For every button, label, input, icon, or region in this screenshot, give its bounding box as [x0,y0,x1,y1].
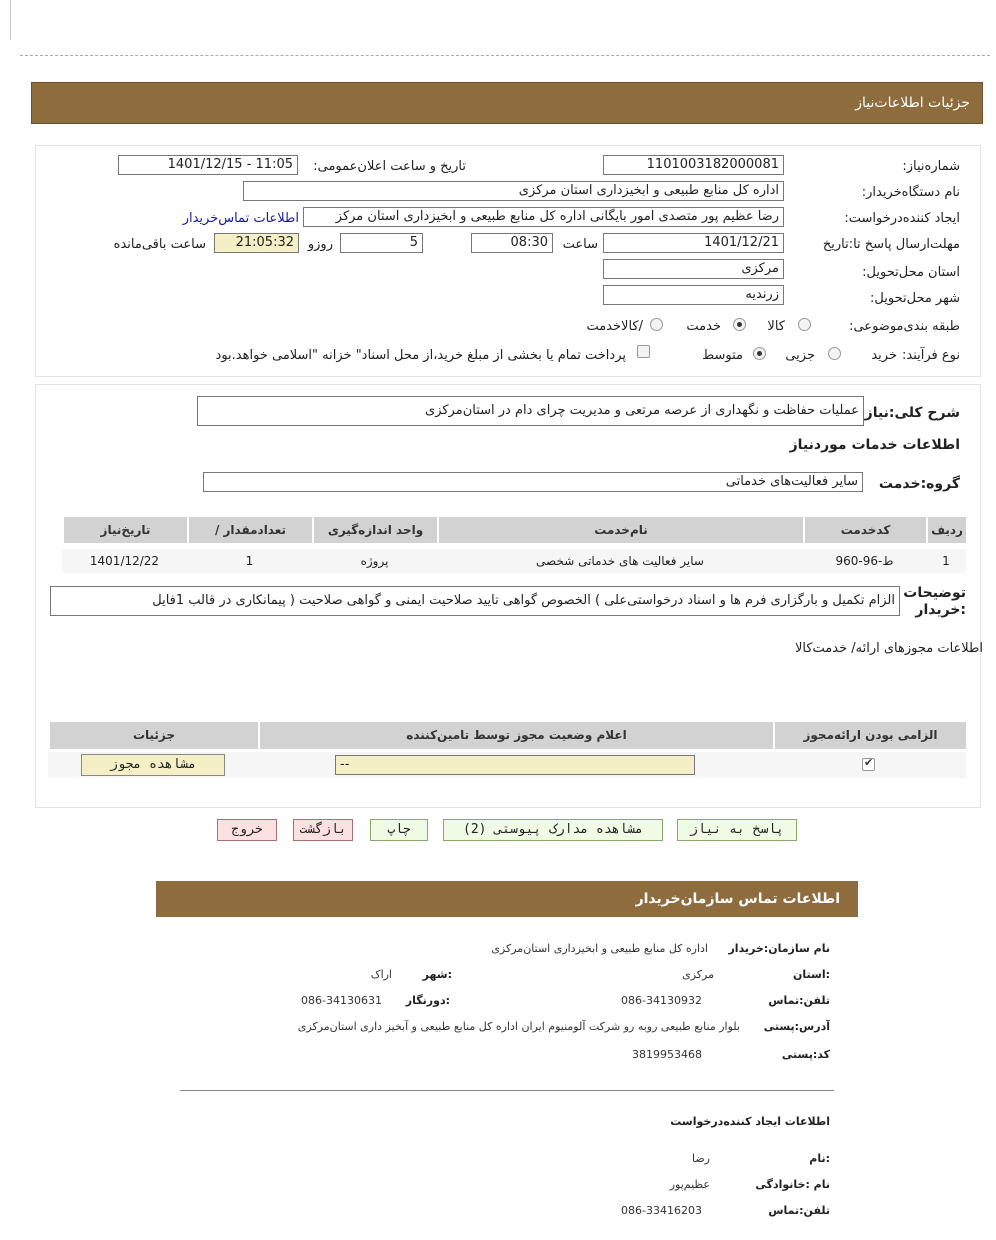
top-dashed-separator [20,55,990,56]
permit-col-status: اعلام وضعیت مجوز توسط تامین‌کننده [258,722,773,749]
buyer-notes-label: توضیحات [903,585,966,601]
need-number-label: شماره‌نیاز: [902,159,960,174]
announce-label: تاریخ و ساعت اعلان‌عمومی: [313,159,466,174]
contact-city-label: :شهر [422,968,452,981]
buyer-org-label: نام دستگاه‌خریدار: [861,185,960,200]
col-row-number: ردیف [926,517,966,543]
cell-unit: پروژه [360,554,389,568]
summary-field[interactable]: عملیات حفاظت و نگهداری از عرصه مرتعی و مدیریت چرای دام در استان‌مرکزی [197,396,864,426]
buyer-org-field[interactable]: اداره کل منابع طبیعی و ابخیزداری استان مرکزی [243,181,784,201]
permit-status-field[interactable]: -- [335,755,695,775]
deadline-time-field[interactable]: 08:30 [471,233,553,253]
buyer-notes-label-2: :خریدار [915,602,966,618]
creator-field[interactable]: رضا عظیم پور متصدی امور بایگانی اداره کل منابع طبیعی و ابخیزداری استان مرکز [303,207,784,227]
remaining-time-field: 21:05:32 [214,233,299,253]
creator-label: ایجاد کننده‌درخواست: [844,211,960,226]
need-info-panel [35,145,981,377]
cell-service-code: ط-96-960 [835,554,894,568]
contact-phone-value: 086-34130932 [621,994,702,1007]
contact-province-label: :استان [793,968,830,981]
col-service-name: نام‌خدمت [437,517,803,543]
services-table [62,517,966,577]
deadline-time-label: ساعت [562,237,598,252]
contact-divider [180,1090,834,1091]
address-value: بلوار منابع طبیعی روبه رو شرکت آلومنیوم ایران اداره کل منابع طبیعی و آبخیز داری استان‌مرکزی [297,1020,740,1033]
creator-family-label: نام :خانوادگی [755,1178,830,1191]
contact-header-title: اطلاعات تماس سازمان‌خریدار [635,891,840,907]
radio-service-label: خدمت [686,319,721,334]
permit-col-required: الزامی بودن ارائه‌مجوز [773,722,966,749]
process-label: نوع فرآیند: [902,348,960,363]
fax-value: 086-34130631 [301,994,382,1007]
exit-button[interactable]: خروج [217,819,277,841]
treasury-payment-checkbox[interactable] [637,345,650,358]
permit-col-details: جزئیات [48,722,258,749]
creator-phone-label: تلفن:تماس [768,1204,830,1217]
print-button[interactable]: چاپ [370,819,428,841]
radio-goods-service[interactable] [650,318,663,331]
cell-quantity: 1 [245,554,254,568]
table-row [62,549,966,573]
creator-family-value: عظیم‌پور [669,1178,710,1191]
deadline-label: مهلت‌ارسال پاسخ تا:تاریخ [822,237,960,252]
reply-button[interactable]: پاسخ به نیاز [677,819,797,841]
announce-field[interactable]: 1401/12/15 - 11:05 [118,155,298,175]
deadline-date-field[interactable]: 1401/12/21 [603,233,784,253]
province-label: استان محل‌تحویل: [862,265,960,280]
payment-note: پرداخت تمام یا بخشی از مبلغ خرید،از محل اسناد" خزانه "اسلامی خواهد.بود [215,348,626,363]
creator-name-value: رضا [691,1152,710,1165]
org-label: نام سازمان:خریدار [728,942,830,955]
check-icon: ✔ [864,756,874,769]
province-field[interactable]: مرکزی [603,259,784,279]
contact-header-bar [156,881,858,917]
buyer-contact-link[interactable]: اطلاعات تماس‌خریدار [182,211,299,226]
creator-info-title: اطلاعات ایجاد کننده‌درخواست [670,1115,830,1128]
cell-need-date: 1401/12/22 [89,554,160,568]
radio-goods[interactable] [798,318,811,331]
attachments-button[interactable]: مشاهده مدارک پیوستی (2) [443,819,663,841]
permit-required-checkbox[interactable] [862,758,875,771]
radio-service[interactable] [733,318,746,331]
org-value: اداره کل منابع طبیعی و ابخیزداری استان‌مرکزی [491,942,708,955]
days-field[interactable]: 5 [340,233,423,253]
col-need-date: تاریخ‌نیاز [62,517,187,543]
permits-title: اطلاعات مجوزهای ارائه/ خدمت‌کالا [794,641,983,656]
need-number-field[interactable]: 1101003182000081 [603,155,784,175]
postal-label: کد:پستی [781,1048,830,1061]
fax-label: :دورنگار [405,994,450,1007]
col-unit: واحد اندازه‌گیری [312,517,437,543]
address-label: آدرس:پستی [763,1020,830,1033]
process-buy-label: خرید [871,348,897,363]
back-button[interactable]: بازگشت [293,819,353,841]
city-field[interactable]: زرندیه [603,285,784,305]
summary-label: شرح کلی:نیاز [864,405,960,421]
radio-partial-label: جزیی [785,348,815,363]
radio-medium-label: متوسط [702,348,743,363]
category-label: طبقه بندی‌موضوعی: [849,319,960,334]
days-label: روزو [307,237,333,252]
contact-province-value: مرکزی [682,968,714,981]
creator-name-label: :نام [809,1152,830,1165]
col-quantity: / تعدادمقدار [187,517,312,543]
creator-phone-value: 086-33416203 [621,1204,702,1217]
cell-service-name: سایر فعالیت های خدماتی شخصی [536,554,704,568]
col-service-code: کدخدمت [803,517,926,543]
radio-medium[interactable] [753,347,766,360]
permits-table [48,722,966,778]
radio-partial[interactable] [828,347,841,360]
header-bar [31,82,983,124]
services-title: اطلاعات خدمات موردنیاز [789,437,960,453]
buyer-notes-field[interactable]: الزام تکمیل و بارگزاری فرم ها و اسناد درخواستی‌علی ) الخصوص گواهی تایید صلاحیت ایمنی و گواهی صلاحیت ( پیمانکاری در قالب 1فایل [50,586,900,616]
cell-row-number: 1 [942,554,950,568]
postal-value: 3819953468 [632,1048,702,1061]
group-field[interactable]: سایر فعالیت‌های خدماتی [203,472,863,492]
left-border-line [10,0,11,40]
group-label: گروه:خدمت [878,476,960,492]
radio-goods-label: کالا [767,319,785,334]
radio-goods-service-label: /کالاخدمت [586,319,643,334]
contact-city-value: اراک [370,968,392,981]
header-title: جزئیات اطلاعات‌نیاز [855,95,970,111]
view-permit-button[interactable]: مشاهده مجوز [81,754,225,776]
remaining-label: ساعت باقی‌مانده [113,237,206,252]
contact-phone-label: تلفن:تماس [768,994,830,1007]
city-label: شهر محل‌تحویل: [870,291,960,306]
